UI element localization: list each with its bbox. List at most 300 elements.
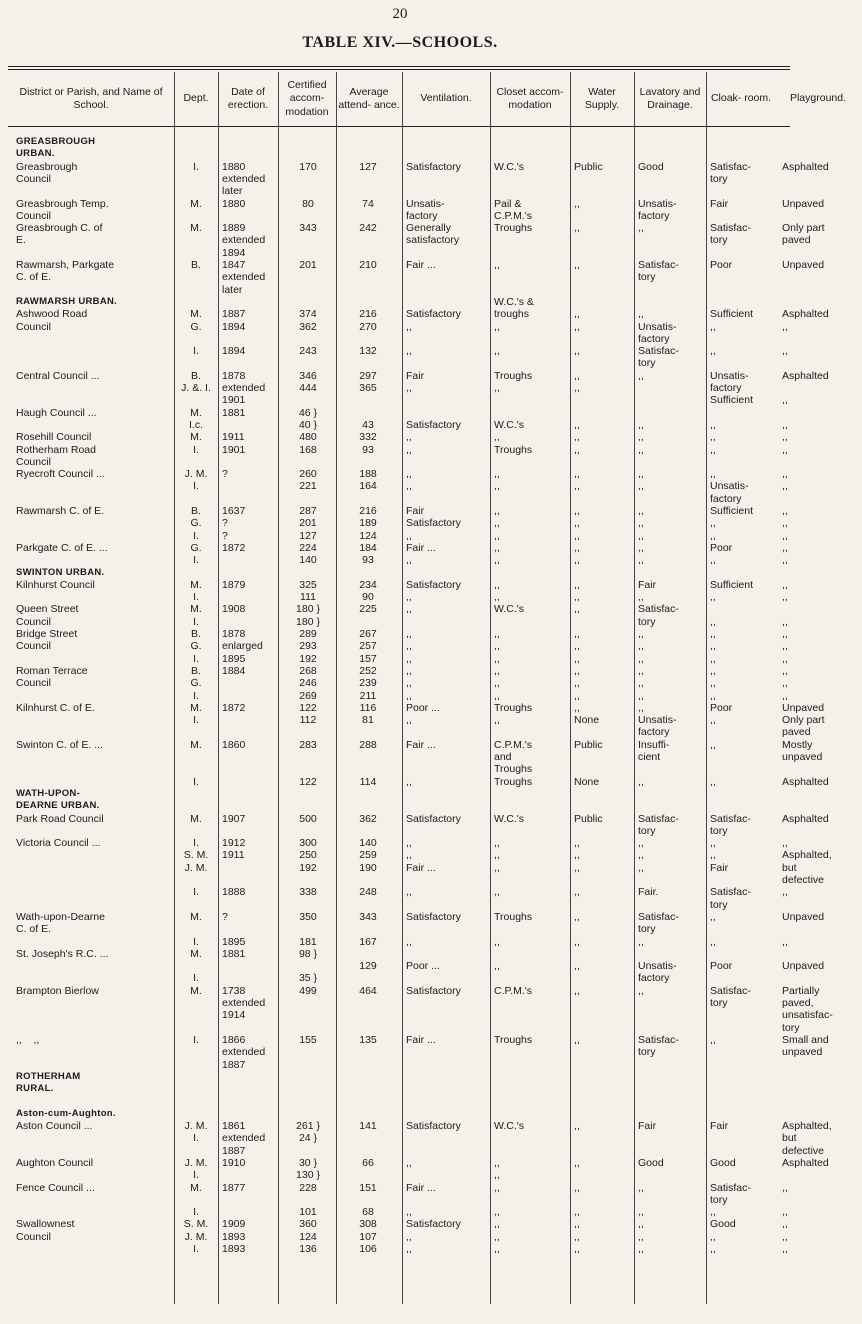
- lavatory-drainage-cell: Unsatis-: [638, 320, 677, 333]
- playground-cell: ,,: [782, 578, 788, 591]
- certified-accommodation-cell: 40 }: [298, 418, 318, 431]
- closet-accommodation-cell: C.P.M.'s: [494, 984, 532, 997]
- lavatory-drainage-cell: ,,: [638, 591, 644, 604]
- table-row: [8, 886, 790, 899]
- lavatory-drainage-cell: ,,: [638, 861, 644, 874]
- certified-accommodation-cell: 338: [299, 886, 317, 899]
- section-heading: Aston-cum-Aughton.: [16, 1107, 116, 1119]
- ventilation-cell: Generally: [406, 222, 451, 235]
- certified-accommodation-cell: 101: [299, 1206, 317, 1219]
- table-row: [8, 910, 825, 924]
- cloakroom-cell: Satisfac-: [710, 222, 751, 235]
- playground-cell: ,,: [782, 935, 788, 948]
- ventilation-cell: satisfactory: [406, 234, 460, 247]
- lavatory-drainage-cell: ,,: [638, 443, 644, 456]
- ventilation-cell: ,,: [406, 1243, 412, 1255]
- average-attendance-cell: 464: [359, 984, 377, 997]
- lavatory-drainage-cell: ,,: [638, 984, 644, 997]
- date-of-erection-cell: extended: [222, 271, 266, 284]
- dept-cell: B.: [191, 664, 201, 677]
- school-name-cell: Brampton Bierlow: [16, 984, 99, 997]
- closet-accommodation-cell: ,,: [494, 578, 500, 591]
- water-supply-cell: ,,: [574, 1120, 580, 1132]
- closet-accommodation-cell: ,,: [494, 714, 500, 727]
- certified-accommodation-cell: 46 }: [298, 406, 318, 419]
- closet-accommodation-cell: ,,: [494, 689, 500, 702]
- table-row: [8, 271, 790, 284]
- table-row: [8, 775, 829, 789]
- table-row: [8, 984, 820, 998]
- schools-table: [8, 64, 847, 1314]
- playground-cell: ,,: [782, 1218, 788, 1231]
- table-row: [8, 1095, 790, 1108]
- dept-cell: I.: [193, 837, 199, 850]
- school-name-cell: ,, ,,: [16, 1033, 40, 1046]
- table-row: [8, 677, 790, 690]
- table-row: [8, 837, 790, 850]
- closet-accommodation-cell: ,,: [494, 382, 500, 394]
- certified-accommodation-cell: 250: [299, 849, 317, 862]
- date-of-erection-cell: 1860: [222, 738, 246, 751]
- closet-accommodation-cell: ,,: [494, 677, 500, 690]
- cloakroom-cell: ,,: [710, 1033, 716, 1046]
- dept-cell: M.: [190, 984, 202, 997]
- lavatory-drainage-cell: tory: [638, 615, 656, 628]
- average-attendance-cell: 135: [359, 1033, 377, 1046]
- lavatory-drainage-cell: Fair: [638, 1120, 657, 1132]
- cloakroom-cell: ,,: [710, 529, 716, 542]
- table-row: [8, 997, 814, 1010]
- average-attendance-cell: 234: [359, 578, 377, 591]
- table-row: [8, 690, 790, 703]
- certified-accommodation-cell: 180 }: [296, 615, 320, 628]
- playground-cell: Only part: [782, 222, 825, 235]
- playground-cell: ,,: [782, 541, 788, 554]
- average-attendance-cell: 164: [359, 480, 377, 493]
- cloakroom-cell: Satisfac-: [710, 160, 751, 173]
- date-of-erection-cell: 1909: [222, 1218, 246, 1231]
- closet-accommodation-cell: ,,: [494, 652, 500, 665]
- dept-cell: G.: [190, 320, 202, 333]
- water-supply-cell: None: [574, 714, 600, 727]
- table-title: TABLE XIV.—SCHOOLS.: [302, 34, 498, 51]
- table-row: [8, 1046, 823, 1059]
- cloakroom-cell: Good: [710, 1156, 736, 1169]
- water-supply-cell: ,,: [574, 628, 580, 640]
- certified-accommodation-cell: 80: [302, 197, 314, 210]
- dept-cell: I.: [193, 529, 199, 542]
- closet-accommodation-cell: ,,: [494, 960, 500, 973]
- lavatory-drainage-cell: ,,: [638, 541, 644, 554]
- date-of-erection-cell: 1866: [222, 1033, 246, 1046]
- cloakroom-cell: Unsatis-: [710, 480, 749, 493]
- closet-accommodation-cell: ,,: [494, 517, 500, 530]
- date-of-erection-cell: 1894: [222, 246, 246, 259]
- water-supply-cell: Public: [574, 738, 603, 751]
- date-of-erection-cell: 1889: [222, 222, 246, 235]
- ventilation-cell: Unsatis-: [406, 197, 445, 210]
- dept-cell: I.: [193, 689, 199, 702]
- ventilation-cell: ,,: [406, 689, 412, 702]
- table-row: [8, 197, 825, 211]
- date-of-erection-cell: 1887: [222, 1058, 246, 1071]
- table-row: [8, 861, 797, 875]
- lavatory-drainage-cell: ,,: [638, 517, 644, 530]
- dept-cell: I.: [193, 775, 199, 788]
- average-attendance-cell: 107: [359, 1230, 377, 1243]
- average-attendance-cell: 106: [359, 1243, 377, 1255]
- certified-accommodation-cell: 360: [299, 1218, 317, 1231]
- ventilation-cell: Satisfactory: [406, 812, 461, 825]
- dept-cell: G.: [190, 640, 202, 653]
- playground-cell: ,,: [782, 505, 788, 517]
- average-attendance-cell: 270: [359, 320, 377, 333]
- lavatory-drainage-cell: ,,: [638, 640, 644, 653]
- water-supply-cell: ,,: [574, 529, 580, 542]
- playground-cell: ,,: [782, 689, 788, 702]
- closet-accommodation-cell: ,,: [494, 554, 500, 567]
- closet-accommodation-cell: Troughs: [494, 775, 533, 788]
- date-of-erection-cell: 1738: [222, 984, 246, 997]
- average-attendance-cell: 141: [359, 1120, 377, 1132]
- closet-accommodation-cell: ,,: [494, 628, 500, 640]
- table-row: [8, 726, 811, 739]
- school-name-cell: Council: [16, 320, 52, 333]
- lavatory-drainage-cell: ,,: [638, 652, 644, 665]
- table-row: [8, 628, 790, 641]
- dept-cell: I.: [193, 1169, 199, 1182]
- water-supply-cell: ,,: [574, 222, 580, 235]
- certified-accommodation-cell: 168: [299, 443, 317, 456]
- section-heading-row: [8, 1108, 790, 1121]
- average-attendance-cell: 90: [362, 591, 374, 604]
- header-rule: [8, 126, 790, 127]
- cloakroom-cell: tory: [710, 1193, 728, 1206]
- table-row: [8, 210, 790, 223]
- cloakroom-cell: tory: [710, 824, 728, 837]
- school-name-cell: C. of E.: [16, 271, 52, 284]
- closet-accommodation-cell: ,,: [494, 320, 500, 333]
- water-supply-cell: ,,: [574, 345, 580, 358]
- cloakroom-cell: Satisfac-: [710, 1181, 751, 1194]
- playground-cell: but: [782, 1132, 797, 1145]
- certified-accommodation-cell: 260: [299, 468, 317, 481]
- cloakroom-cell: ,,: [710, 468, 716, 481]
- dept-cell: I.: [193, 345, 199, 358]
- section-heading-row: [8, 1071, 790, 1084]
- dept-cell: J. M.: [184, 1156, 208, 1169]
- school-name-cell: Park Road Council: [16, 812, 104, 825]
- lavatory-drainage-cell: Good: [638, 1156, 664, 1169]
- lavatory-drainage-cell: ,,: [638, 935, 644, 948]
- ventilation-cell: ,,: [406, 677, 412, 690]
- ventilation-cell: ,,: [406, 382, 412, 394]
- cloakroom-cell: ,,: [710, 849, 716, 862]
- section-heading: DEARNE URBAN.: [16, 800, 100, 812]
- playground-cell: paved: [782, 234, 811, 247]
- dept-cell: I.: [193, 1033, 199, 1046]
- cloakroom-cell: Satisfac-: [710, 984, 751, 997]
- certified-accommodation-cell: 136: [299, 1243, 317, 1255]
- ventilation-cell: ,,: [406, 603, 412, 616]
- ventilation-cell: Satisfactory: [406, 984, 461, 997]
- certified-accommodation-cell: 283: [299, 738, 317, 751]
- table-row: [8, 1156, 829, 1170]
- cloakroom-cell: ,,: [710, 775, 716, 788]
- water-supply-cell: ,,: [574, 849, 580, 862]
- certified-accommodation-cell: 300: [299, 837, 317, 850]
- school-name-cell: Kilnhurst C. of E.: [16, 701, 95, 714]
- dept-cell: J. M.: [184, 861, 208, 874]
- playground-cell: Asphalted,: [782, 849, 832, 862]
- playground-cell: ,,: [782, 591, 788, 604]
- playground-cell: Unpaved: [782, 259, 825, 271]
- water-supply-cell: ,,: [574, 197, 580, 210]
- average-attendance-cell: 93: [362, 554, 374, 567]
- cloakroom-cell: ,,: [710, 677, 716, 690]
- playground-cell: unpaved: [782, 751, 823, 763]
- closet-accommodation-cell: ,,: [494, 591, 500, 604]
- dept-cell: I.: [193, 480, 199, 493]
- table-row: [8, 542, 790, 555]
- certified-accommodation-cell: 122: [299, 701, 317, 714]
- dept-cell: I.: [193, 935, 199, 948]
- table-row: [8, 616, 790, 629]
- ventilation-cell: factory: [406, 209, 438, 222]
- ventilation-cell: Satisfactory: [406, 910, 461, 923]
- ventilation-cell: Fair ...: [406, 861, 436, 874]
- ventilation-cell: ,,: [406, 664, 412, 677]
- table-row: [8, 345, 790, 358]
- ventilation-cell: ,,: [406, 714, 412, 727]
- cloakroom-cell: ,,: [710, 418, 716, 431]
- date-of-erection-cell: 1877: [222, 1181, 246, 1194]
- closet-accommodation-cell: and: [494, 751, 512, 763]
- table-row: [8, 173, 790, 186]
- cloakroom-cell: ,,: [710, 628, 716, 640]
- playground-cell: ,,: [782, 394, 788, 407]
- cloakroom-cell: Poor: [710, 259, 733, 271]
- playground-cell: Only part: [782, 714, 825, 727]
- date-of-erection-cell: 1887: [222, 308, 246, 321]
- dept-cell: M.: [190, 603, 202, 616]
- date-of-erection-cell: extended: [222, 234, 266, 247]
- average-attendance-cell: 74: [362, 197, 374, 210]
- playground-cell: ,,: [782, 554, 788, 567]
- cloakroom-cell: ,,: [710, 443, 716, 456]
- ventilation-cell: ,,: [406, 480, 412, 493]
- certified-accommodation-cell: 35 }: [298, 972, 318, 985]
- average-attendance-cell: 211: [359, 689, 377, 702]
- playground-cell: ,,: [782, 677, 788, 690]
- school-name-cell: Greasbrough Temp.: [16, 197, 109, 210]
- closet-accommodation-cell: ,,: [494, 1181, 500, 1194]
- average-attendance-cell: 365: [359, 382, 377, 394]
- table-row: [8, 1059, 790, 1072]
- top-rule-double: [8, 69, 790, 70]
- dept-cell: B.: [191, 505, 201, 517]
- certified-accommodation-cell: 192: [299, 861, 317, 874]
- water-supply-cell: ,,: [574, 689, 580, 702]
- column-header-playground: Playground.: [789, 92, 847, 105]
- page-number: 20: [392, 6, 408, 22]
- certified-accommodation-cell: 343: [299, 222, 317, 235]
- closet-accommodation-cell: troughs: [494, 308, 530, 321]
- date-of-erection-cell: extended: [222, 997, 266, 1009]
- dept-cell: J. M.: [184, 468, 208, 481]
- certified-accommodation-cell: 221: [299, 480, 317, 493]
- table-row: [8, 222, 825, 235]
- closet-accommodation-cell: ,,: [494, 935, 500, 948]
- lavatory-drainage-cell: ,,: [638, 431, 644, 444]
- cloakroom-cell: ,,: [710, 517, 716, 530]
- school-name-cell: Council: [16, 640, 52, 653]
- water-supply-cell: ,,: [574, 259, 580, 271]
- section-heading: GREASBROUGH: [16, 136, 96, 147]
- school-name-cell: Council: [16, 455, 52, 468]
- certified-accommodation-cell: 293: [299, 640, 317, 653]
- lavatory-drainage-cell: tory: [638, 1046, 656, 1059]
- playground-cell: ,,: [782, 886, 788, 899]
- ventilation-cell: Fair ...: [406, 1181, 436, 1194]
- average-attendance-cell: 216: [359, 505, 377, 517]
- date-of-erection-cell: 1907: [222, 812, 246, 825]
- table-row: [8, 431, 790, 444]
- average-attendance-cell: 242: [359, 222, 377, 235]
- lavatory-drainage-cell: Satisfac-: [638, 812, 679, 825]
- water-supply-cell: ,,: [574, 664, 580, 677]
- column-header-closet-accommodation: Closet accom- modation: [496, 85, 564, 111]
- playground-cell: ,,: [782, 443, 788, 456]
- ventilation-cell: Poor ...: [406, 960, 440, 973]
- water-supply-cell: ,,: [574, 308, 580, 321]
- dept-cell: M.: [190, 738, 202, 751]
- ventilation-cell: Fair ...: [406, 1033, 436, 1046]
- table-row: [8, 357, 790, 370]
- ventilation-cell: ,,: [406, 837, 412, 850]
- certified-accommodation-cell: 350: [299, 910, 317, 923]
- school-name-cell: Central Council ...: [16, 369, 100, 382]
- playground-cell: ,,: [782, 345, 788, 358]
- average-attendance-cell: 297: [359, 369, 377, 382]
- water-supply-cell: ,,: [574, 1230, 580, 1243]
- table-row: [8, 407, 790, 420]
- lavatory-drainage-cell: ,,: [638, 529, 644, 542]
- lavatory-drainage-cell: ,,: [638, 468, 644, 481]
- water-supply-cell: ,,: [574, 591, 580, 604]
- date-of-erection-cell: enlarged: [222, 640, 263, 653]
- table-row: [8, 444, 790, 457]
- date-of-erection-cell: 1901: [222, 443, 246, 456]
- table-row: [8, 1120, 832, 1133]
- column-header-ventilation: Ventilation.: [420, 92, 472, 105]
- date-of-erection-cell: 1881: [222, 947, 246, 960]
- playground-cell: Asphalted: [782, 369, 829, 382]
- water-supply-cell: ,,: [574, 418, 580, 431]
- water-supply-cell: ,,: [574, 1206, 580, 1219]
- date-of-erection-cell: 1893: [222, 1243, 246, 1255]
- school-name-cell: Rosehill Council: [16, 431, 92, 444]
- dept-cell: M.: [190, 910, 202, 923]
- lavatory-drainage-cell: Unsatis-: [638, 714, 677, 727]
- column-header-dept: Dept.: [183, 92, 209, 105]
- date-of-erection-cell: extended: [222, 1046, 266, 1059]
- table-row: [8, 665, 790, 678]
- school-name-cell: Queen Street: [16, 603, 79, 616]
- cloakroom-cell: tory: [710, 997, 728, 1009]
- ventilation-cell: ,,: [406, 431, 412, 444]
- lavatory-drainage-cell: factory: [638, 209, 670, 222]
- closet-accommodation-cell: Troughs: [494, 369, 533, 382]
- playground-cell: Asphalted: [782, 308, 829, 321]
- date-of-erection-cell: 1893: [222, 1230, 246, 1243]
- lavatory-drainage-cell: ,,: [638, 1181, 644, 1194]
- water-supply-cell: ,,: [574, 578, 580, 591]
- column-header-date-of-erection: Date of erection.: [227, 85, 269, 111]
- playground-cell: Partially: [782, 984, 820, 997]
- table-row: [8, 923, 790, 936]
- closet-accommodation-cell: ,,: [494, 1230, 500, 1243]
- playground-cell: ,,: [782, 837, 788, 850]
- school-name-cell: Bridge Street: [16, 628, 78, 640]
- certified-accommodation-cell: 140: [299, 554, 317, 567]
- dept-cell: S. M.: [183, 849, 209, 862]
- closet-accommodation-cell: ,,: [494, 664, 500, 677]
- school-name-cell: Victoria Council ...: [16, 837, 101, 850]
- playground-cell: Asphalted: [782, 1156, 829, 1169]
- date-of-erection-cell: 1637: [222, 505, 246, 517]
- date-of-erection-cell: 1901: [222, 394, 246, 407]
- closet-accommodation-cell: Troughs: [494, 701, 533, 714]
- column-header-water-supply: Water Supply.: [584, 85, 620, 111]
- certified-accommodation-cell: 287: [299, 505, 317, 517]
- cloakroom-cell: Good: [710, 1218, 736, 1231]
- table-row: [8, 714, 825, 727]
- cloakroom-cell: ,,: [710, 689, 716, 702]
- playground-cell: unpaved: [782, 1046, 823, 1059]
- certified-accommodation-cell: 112: [299, 714, 317, 727]
- lavatory-drainage-cell: ,,: [638, 505, 644, 517]
- ventilation-cell: ,,: [406, 628, 412, 640]
- dept-cell: I.: [193, 591, 199, 604]
- table-row: [8, 1218, 790, 1231]
- section-heading: RAWMARSH URBAN.: [16, 295, 118, 307]
- lavatory-drainage-cell: tory: [638, 271, 656, 284]
- average-attendance-cell: 259: [359, 849, 377, 862]
- dept-cell: M.: [190, 812, 202, 825]
- water-supply-cell: ,,: [574, 1156, 580, 1169]
- school-name-cell: Council: [16, 172, 52, 185]
- ventilation-cell: Satisfactory: [406, 308, 461, 321]
- cloakroom-cell: ,,: [710, 615, 716, 628]
- water-supply-cell: ,,: [574, 468, 580, 481]
- ventilation-cell: ,,: [406, 886, 412, 899]
- table-row: [8, 517, 790, 530]
- school-name-cell: Aughton Council: [16, 1156, 94, 1169]
- ventilation-cell: ,,: [406, 1156, 412, 1169]
- table-row: [8, 579, 790, 592]
- average-attendance-cell: 157: [359, 652, 377, 665]
- water-supply-cell: ,,: [574, 382, 580, 394]
- average-attendance-cell: 116: [359, 701, 377, 714]
- water-supply-cell: ,,: [574, 1033, 580, 1046]
- water-supply-cell: ,,: [574, 861, 580, 874]
- water-supply-cell: ,,: [574, 554, 580, 567]
- dept-cell: I.: [193, 615, 199, 628]
- date-of-erection-cell: 1912: [222, 837, 246, 850]
- school-name-cell: E.: [16, 234, 26, 247]
- table-row: [8, 948, 790, 961]
